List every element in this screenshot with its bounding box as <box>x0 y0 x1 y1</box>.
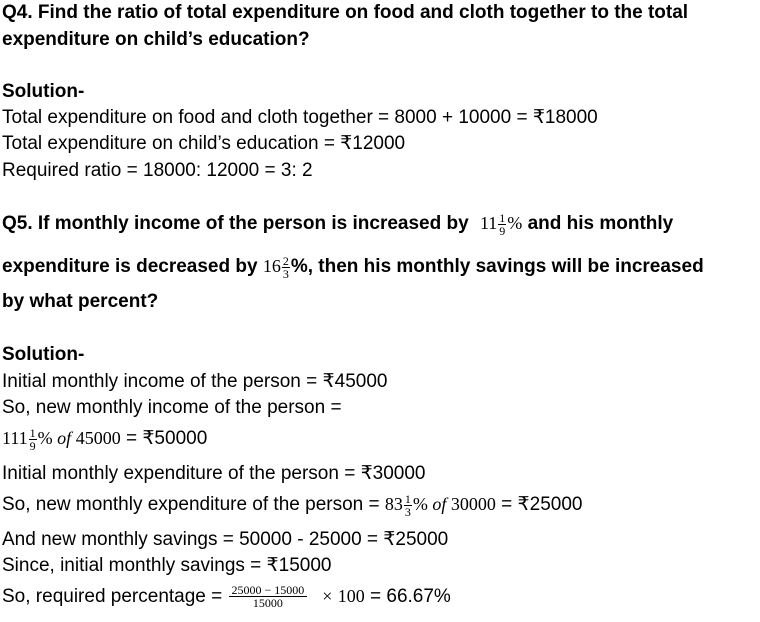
solution-5-line-3 <box>2 426 207 452</box>
q5-fraction-1 <box>498 212 506 237</box>
sol5-mixed-number-2 <box>384 492 496 520</box>
sol5-percentage-fraction <box>229 584 308 609</box>
q4-line-1: Q4. Find the ratio of total expenditure on food and cloth together to the total <box>2 2 689 23</box>
solution-5-line-8 <box>2 584 451 609</box>
q5-fraction-2 <box>282 255 290 280</box>
sol5-fraction-2-den: 3 <box>404 505 411 520</box>
q5-fraction-2-num: 2 <box>282 254 289 269</box>
solution-5-line-1: Initial monthly income of the person = ₹45000 <box>2 371 388 392</box>
q5-fraction-2-den: 3 <box>282 267 289 282</box>
q5-fraction-1-den: 9 <box>499 224 506 239</box>
solution-5-line-6: And new monthly savings = 50000 - 25000 = ₹25000 <box>2 529 449 550</box>
sol5-mixed-number-1 <box>2 426 121 454</box>
q5-mixed-number-2 <box>262 254 291 282</box>
sol5-percentage-numerator: 25000 − 15000 <box>229 584 308 597</box>
q5-percent-1: % <box>507 213 523 233</box>
q5-line-1 <box>2 211 673 237</box>
sol5-percent-2: % <box>412 494 428 514</box>
sol5-fraction-1 <box>29 427 37 452</box>
solution-5-line-2: So, new monthly income of the person = <box>2 397 342 418</box>
sol5-percentage-denominator: 15000 <box>252 596 283 611</box>
solution-5-line-4: Initial monthly expenditure of the person = ₹30000 <box>2 463 426 484</box>
q5-whole-2: 16 <box>262 256 281 276</box>
q5-line-2-end: %, then his monthly savings will be increased <box>290 256 704 277</box>
sol5-result-3: = 66.67% <box>364 586 451 607</box>
solution-4-heading: Solution- <box>2 81 85 102</box>
sol5-fraction-2 <box>404 493 412 518</box>
sol5-line-8-text: So, required percentage = <box>2 586 228 607</box>
q5-line-3: by what percent? <box>2 291 159 312</box>
times-sign: × <box>322 586 333 606</box>
q5-whole-1: 11 <box>479 213 498 233</box>
sol5-line-5-text: So, new monthly expenditure of the person = <box>2 494 385 515</box>
solution-5-line-7: Since, initial monthly savings = ₹15000 <box>2 555 332 576</box>
sol5-fraction-2-num: 1 <box>404 492 411 507</box>
sol5-value-2: 30000 <box>450 494 496 514</box>
sol5-whole-2: 83 <box>384 494 403 514</box>
q4-line-2: expenditure on child’s education? <box>2 29 310 50</box>
solution-4-line-3: Required ratio = 18000: 12000 = 3: 2 <box>2 160 313 181</box>
solution-5-heading: Solution- <box>2 344 85 365</box>
q5-line-2 <box>2 254 704 280</box>
q5-line-2-text: expenditure is decreased by <box>2 256 258 277</box>
solution-4-line-1: Total expenditure on food and cloth together = 8000 + 10000 = ₹18000 <box>2 107 598 128</box>
sol5-fraction-1-num: 1 <box>29 426 36 441</box>
sol5-whole-1: 111 <box>2 428 28 448</box>
q5-mixed-number-1 <box>479 211 523 239</box>
q5-line-1-text: Q5. If monthly income of the person is increased by <box>2 213 469 234</box>
sol5-hundred: 100 <box>337 586 365 606</box>
q5-fraction-1-num: 1 <box>499 211 506 226</box>
sol5-result-1: = ₹50000 <box>120 428 208 449</box>
solution-4-line-2: Total expenditure on child’s education = ₹12000 <box>2 133 406 154</box>
sol5-result-2: = ₹25000 <box>495 494 583 515</box>
solution-5-line-5 <box>2 492 582 518</box>
sol5-value-1: 45000 <box>75 428 121 448</box>
q5-line-1-end: and his monthly <box>522 213 674 234</box>
sol5-of-1: of <box>57 428 72 448</box>
sol5-fraction-1-den: 9 <box>29 439 36 454</box>
sol5-of-2: of <box>432 494 447 514</box>
sol5-percent-1: % <box>37 428 53 448</box>
